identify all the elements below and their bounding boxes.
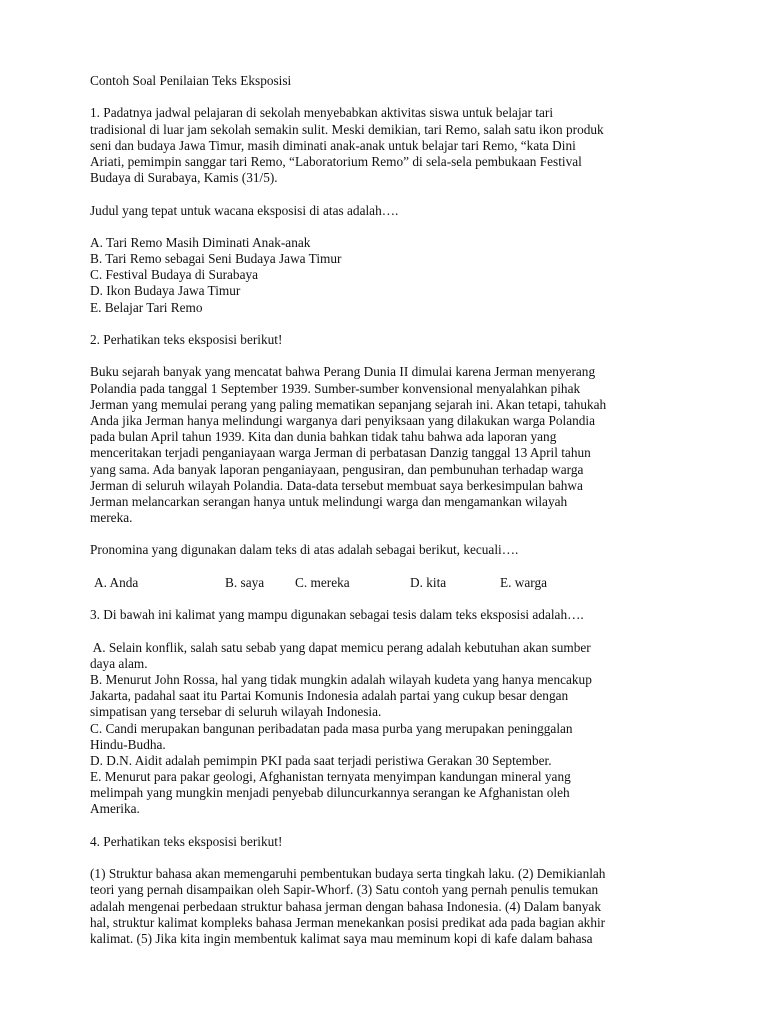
q3-option-line: Jakarta, padahal saat itu Partai Komunis Indonesia adalah partai yang cukup besar dengan	[90, 688, 569, 704]
spacer	[90, 186, 690, 202]
spacer	[90, 623, 690, 639]
document-page	[90, 73, 690, 947]
q2-text-line: Jerman di seluruh wilayah Polandia. Data-data tersebut membuat saya berkesimpulan bahwa	[90, 477, 583, 493]
q1-option-d: D. Ikon Budaya Jawa Timur	[90, 283, 241, 299]
q4-text-line: kalimat. (5) Jika kita ingin membentuk kalimat saya mau meminum kopi di kafe dalam bahasa	[90, 930, 593, 946]
q1-option-b: B. Tari Remo sebagai Seni Budaya Jawa Timur	[90, 251, 342, 267]
q4-text-line: hal, struktur kalimat kompleks bahasa Jerman menekankan posisi predikat ada pada bagian akhir	[90, 914, 606, 930]
question-3	[90, 607, 690, 817]
q3-heading: 3. Di bawah ini kalimat yang mampu digunakan sebagai tesis dalam teks eksposisi adalah….	[90, 607, 584, 623]
spacer	[90, 526, 690, 542]
q3-option-line: melimpah yang mungkin menjadi penyebab diluncurkannya serangan ke Afghanistan oleh	[90, 785, 570, 801]
q2-options-row	[90, 575, 690, 591]
q2-option-a: A. Anda	[94, 574, 139, 590]
q3-option-line: simpatisan yang tersebar di seluruh wilayah Indonesia.	[90, 704, 382, 720]
q4-text-line: (1) Struktur bahasa akan memengaruhi pembentukan budaya serta tingkah laku. (2) Demikianlah	[90, 866, 606, 882]
question-1	[90, 105, 690, 315]
q3-option-line: A. Selain konflik, salah satu sebab yang dapat memicu perang adalah kebutuhan akan sumber	[90, 639, 591, 655]
q2-question: Pronomina yang digunakan dalam teks di atas adalah sebagai berikut, kecuali….	[90, 542, 519, 558]
q1-text-line: tradisional di luar jam sekolah semakin sulit. Meski demikian, tari Remo, salah satu ikon produk	[90, 121, 604, 137]
q1-text-line: Budaya di Surabaya, Kamis (31/5).	[90, 170, 278, 186]
q3-option-line: B. Menurut John Rossa, hal yang tidak mungkin adalah wilayah kudeta yang hanya mencakup	[90, 671, 592, 687]
spacer	[90, 89, 690, 105]
q2-option-b: B. saya	[225, 574, 265, 590]
question-2	[90, 332, 690, 591]
spacer	[90, 818, 690, 834]
q2-option-d: D. kita	[410, 574, 447, 590]
spacer	[90, 219, 690, 235]
q1-text-line: seni dan budaya Jawa Timur, masih diminati anak-anak untuk belajar tari Remo, “kata Dini	[90, 137, 576, 153]
q3-option-line: Hindu-Budha.	[90, 736, 166, 752]
spacer	[90, 348, 690, 364]
q4-heading: 4. Perhatikan teks eksposisi berikut!	[90, 833, 283, 849]
q3-option-line: C. Candi merupakan bangunan peribadatan pada masa purba yang merupakan peninggalan	[90, 720, 573, 736]
q1-text-line: 1. Padatnya jadwal pelajaran di sekolah menyebabkan aktivitas siswa untuk belajar tari	[90, 105, 554, 121]
q1-question: Judul yang tepat untuk wacana eksposisi di atas adalah….	[90, 202, 399, 218]
question-4	[90, 834, 690, 947]
q3-option-line: D. D.N. Aidit adalah pemimpin PKI pada saat terjadi peristiwa Gerakan 30 September.	[90, 752, 552, 768]
spacer	[90, 559, 690, 575]
q2-heading: 2. Perhatikan teks eksposisi berikut!	[90, 332, 283, 347]
spacer	[90, 591, 690, 607]
q1-option-c: C. Festival Budaya di Surabaya	[90, 267, 259, 283]
q1-option-a: A. Tari Remo Masih Diminati Anak-anak	[90, 234, 311, 250]
q1-text-line: Ariati, pemimpin sanggar tari Remo, “Laboratorium Remo” di sela-sela pembukaan Festival	[90, 153, 582, 169]
q3-option-line: Amerika.	[90, 801, 140, 817]
q2-text-line: pada bulan April tahun 1939. Kita dan dunia bahkan tidak tahu bahwa ada laporan yang	[90, 429, 557, 445]
q4-text-line: adalah mengenai perbedaan struktur bahasa jerman dengan bahasa Indonesia. (4) Dalam banyak	[90, 898, 601, 914]
q2-text-line: Buku sejarah banyak yang mencatat bahwa Perang Dunia II dimulai karena Jerman menyerang	[90, 364, 596, 380]
q2-option-e: E. warga	[500, 574, 548, 590]
q2-text-line: Jerman yang memulai perang yang paling mematikan sepanjang sejarah ini. Akan tetapi, tahukah	[90, 396, 607, 412]
q2-text-line: Polandia pada tanggal 1 September 1939. Sumber-sumber konvensional menyalahkan pihak	[90, 380, 581, 396]
q2-text-line: menceritakan terjadi penganiayaan warga Jerman di perbatasan Danzig tanggal 13 April tahun	[90, 445, 591, 461]
q2-text-line: Anda jika Jerman hanya melindungi warganya dari penyiksaan yang dilakukan warga Polandia	[90, 412, 596, 428]
q3-option-line: daya alam.	[90, 655, 148, 671]
q3-option-line: E. Menurut para pakar geologi, Afghanistan ternyata menyimpan kandungan mineral yang	[90, 769, 571, 785]
spacer	[90, 316, 690, 332]
q4-text-line: teori yang pernah disampaikan oleh Sapir-Whorf. (3) Satu contoh yang pernah penulis temukan	[90, 882, 599, 898]
spacer	[90, 850, 690, 866]
q2-text-line: yang sama. Ada banyak laporan penganiayaan, pengusiran, dan pembunuhan terhadap warga	[90, 461, 584, 477]
q2-option-c: C. mereka	[295, 574, 350, 590]
q2-text-line: Jerman melancarkan serangan hanya untuk melindungi warga dan mengamankan wilayah	[90, 493, 568, 509]
q2-text-line: mereka.	[90, 510, 133, 526]
q1-option-e: E. Belajar Tari Remo	[90, 299, 203, 315]
document-title: Contoh Soal Penilaian Teks Eksposisi	[90, 73, 292, 88]
